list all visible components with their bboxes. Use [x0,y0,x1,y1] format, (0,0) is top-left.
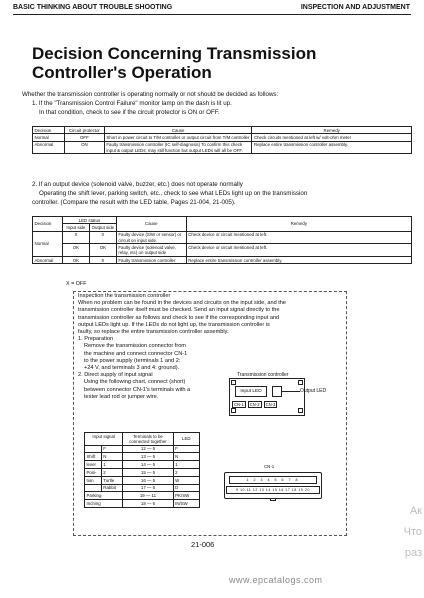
input-led: Input LED [235,386,267,397]
table-header: Circuit protector [64,127,104,134]
table-cell: Faulty device (S/W or sensor) or circuit on input side. [116,231,186,244]
screw-icon [298,380,303,385]
side-fragment: Ак [409,505,422,517]
table-header: Terminals to be connected together [123,433,173,446]
inspection-line: transmission controller itself must be checked. Send an input signal directly to the [78,307,280,314]
section2-line-1: 2. If an output device (solenoid valve, buzzer, etc.) does not operate normally [32,181,243,188]
table-cell: 2 [173,468,199,476]
circuit-protector-table [32,126,412,154]
side-fragment: раз [404,547,422,559]
table-header: Remedy [252,127,412,134]
header-rule [13,14,411,15]
table-cell: N [173,453,199,461]
inspection-line: Inspection the transmission controller [78,293,171,299]
inspection-line: faulty, so replace the entire transmission controller assembly. [78,329,229,336]
inspection-line: to the power supply (terminals 1 and 2: [84,357,181,364]
table-cell: IN/SW [173,500,199,508]
output-led-label: Output LED [300,388,327,394]
inspection-line: 1. Preparation [78,336,114,343]
side-fragment: Что [403,526,422,538]
table-cell: 15 — 5 [123,468,173,476]
table-cell: Parking [85,492,123,500]
input-signal-table [84,432,200,508]
table-cell: 19 — 11 [123,492,173,500]
table-header: LED [173,433,199,446]
table-cell: F [173,445,199,453]
table-cell: tion [85,476,102,484]
table-row [85,468,200,476]
connector-row [232,401,279,408]
header-chapter-title: INSPECTION AND ADJUSTMENT [300,4,410,11]
table-cell: Abnormal [33,256,63,263]
table-note: X = OFF [66,281,87,287]
table-header: Remedy [186,217,411,232]
inspection-line: 2. Direct supply of input signal [78,372,153,379]
table-header-row [33,217,412,224]
table-cell: N [101,453,123,461]
table-cell: 13 — 5 [123,453,173,461]
table-cell: D [173,484,199,492]
inspection-line: +24 V, and terminals 3 and 4: ground). [84,365,180,372]
screw-icon [298,408,303,413]
table-row [33,134,412,141]
table-cell: Faulty transmission controller [116,256,186,263]
table-row [33,244,412,257]
site-watermark: www.epcatalogs.com [229,575,323,585]
table-header: Output side [89,224,116,231]
controller-diagram [229,378,305,416]
table-cell: lever [85,461,102,469]
header-section-title: BASIC THINKING ABOUT TROUBLE SHOOTING [13,4,173,11]
table-cell [85,445,102,453]
table-header: Cause [116,217,186,232]
connector-cn3: CN-3 [265,402,276,407]
table-cell: Normal [33,134,65,141]
leader-line [282,391,300,392]
table-cell: 1 [173,461,199,469]
cn1-pins-top: 1 2 3 4 5 6 7 8 [229,476,317,484]
section2-line-2: Operating the shift lever, parking switch, etc., check to see what LEDs light up on the transmission [39,190,308,197]
inspection-line: output LEDs light up. If the LEDs do not light up, the transmission controller is [78,321,270,328]
table-cell: Normal [33,231,63,256]
table-header: Input side [62,224,89,231]
inspection-line: Remove the transmission connector from [84,343,186,350]
table-row [85,461,200,469]
table-cell: 16 — 5 [123,476,173,484]
inspection-line: transmission controller as follows and check to see if the corresponding input and [78,314,280,321]
table-cell: Shift [85,453,102,461]
table-cell: Rabbit [101,484,123,492]
cn1-label: CN-1 [264,464,275,469]
table-row [85,484,200,492]
inspection-line: When no problem can be found in the devices and circuits on the input side, and the [78,300,287,307]
intro-line-3: In that condition, check to see if the circuit protector is ON or OFF. [39,109,220,116]
table-cell: PK/SW [173,492,199,500]
screw-icon [231,380,236,385]
table-header: Input signal [85,433,123,446]
inspection-line: tester lead rod or jumper wire. [84,393,159,400]
table-row [33,141,412,154]
output-led-block [272,386,282,397]
table-cell: X [62,231,89,244]
table-cell: Faulty device (solenoid valve, relay, etc) on output side [116,244,186,257]
table-cell: OK [62,256,89,263]
table-row [85,453,200,461]
table-cell: ON [64,141,104,154]
table-row [33,231,412,244]
table-cell: 14 — 5 [123,461,173,469]
connector-cn1: CN-1 [234,402,244,407]
table-header: LED status [62,217,116,224]
intro-line-1: Whether the transmission controller is operating normally or not should be decided as follows: [22,91,279,98]
table-header: Cause [104,127,252,134]
table-cell: Check circuits mentioned at left w/ volt-ohm meter [252,134,412,141]
table-cell: Check device or circuit mentioned at left. [186,244,411,257]
cn1-pins-bottom: 9 10 11 12 13 14 15 16 17 18 19 20 [226,486,320,494]
screw-icon [231,408,236,413]
inspection-line: the machine and connect connector CN-1 [84,350,188,357]
page-number: 21-006 [191,540,215,549]
table-cell: X [89,231,116,244]
controller-label: Transmission controller [237,372,289,378]
connector-cn2: CN-2 [249,402,260,407]
table-row [33,256,412,263]
table-cell: F [101,445,123,453]
table-cell: Abnormal [33,141,65,154]
inspection-line: Using the following chart, connect (short) [84,379,186,386]
page-title: Decision Concerning Transmission Controller's Operation [32,44,317,82]
intro-line-2: 1. If the "Transmission Control Failure" monitor lamp on the dash is lit up. [32,100,232,107]
section2-line-3: controller. (Compare the result with the LED table, Pages 21-004, 21-005). [32,199,236,206]
table-cell: 12 — 5 [123,445,173,453]
table-header: Decision [33,127,65,134]
table-cell: X [89,256,116,263]
table-cell [85,484,102,492]
table-cell: 18 — 6 [123,500,173,508]
table-cell: Posi- [85,468,102,476]
table-row [85,500,200,508]
table-cell: 2 [101,468,123,476]
table-cell: Check device or circuit mentioned at left. [186,231,411,244]
table-cell: OK [89,244,116,257]
table-cell: OFF [64,134,104,141]
table-row [85,492,200,500]
table-cell: Replace entire transmission controller assembly. [252,141,412,154]
table-cell: Inching [85,500,123,508]
table-cell: 17 — 5 [123,484,173,492]
inspection-line: between connector CN-1's terminals with a [84,386,191,393]
table-cell: W [173,476,199,484]
table-header-row [33,127,412,134]
table-header: Decision [33,217,63,232]
cn1-latch [270,498,276,501]
table-cell: Short in power circuit to T/M controller or output circuit from T/M controller [104,134,252,141]
table-cell: Turtle [101,476,123,484]
table-header-row [85,433,200,446]
table-cell: OK [62,244,89,257]
led-status-table [32,216,412,264]
table-cell: Faulty transmission controller (IC self-diagnosis) To confirm this check input & output LEDs; may still function but output LEDs will all be OFF. [104,141,252,154]
table-cell: Replace entire transmission controller assembly. [186,256,411,263]
table-cell: 1 [101,461,123,469]
table-row [85,445,200,453]
table-row [85,476,200,484]
